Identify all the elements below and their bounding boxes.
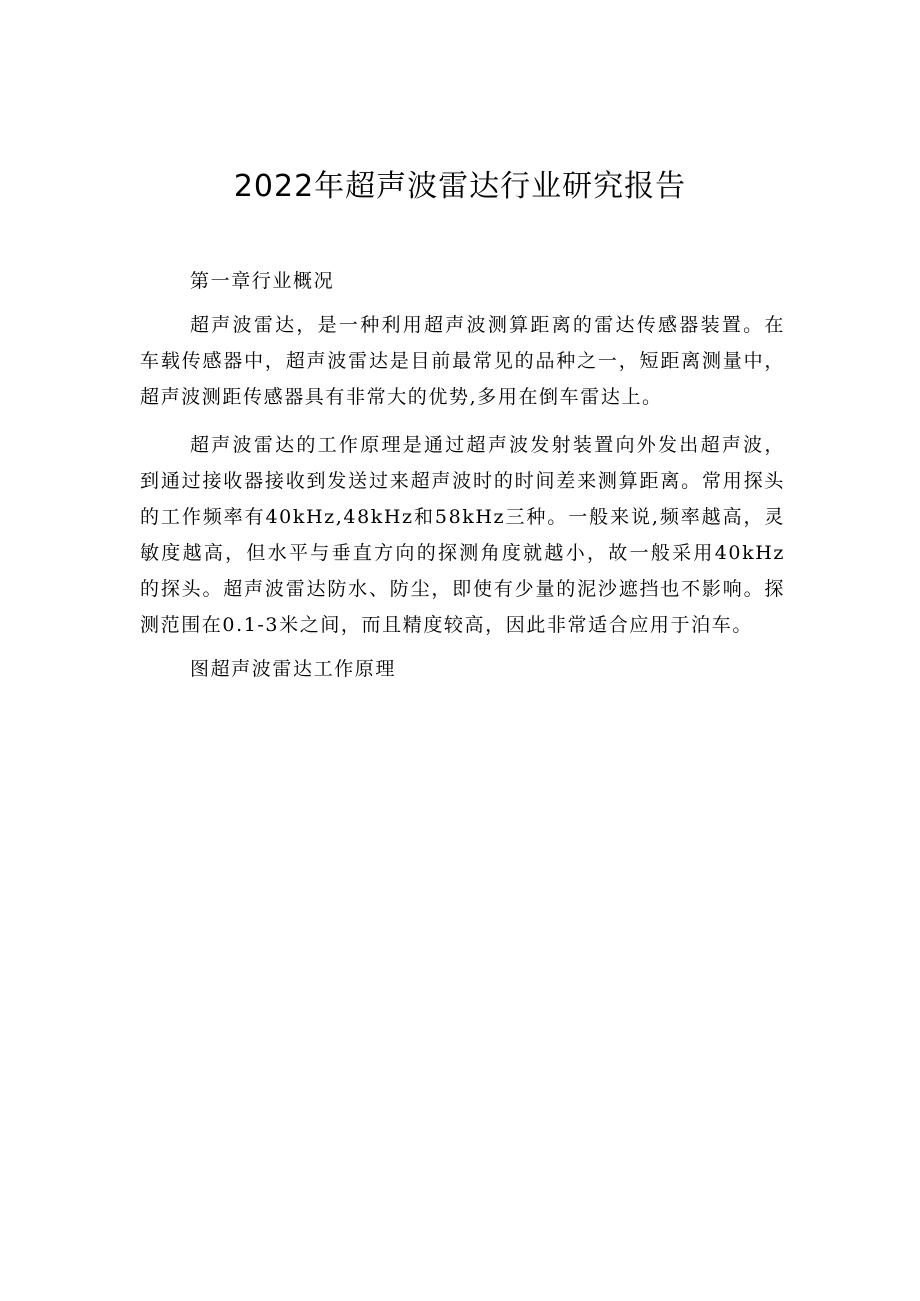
document-title: 2022年超声波雷达行业研究报告	[233, 169, 687, 204]
paragraph-working-principle: 超声波雷达的工作原理是通过超声波发射装置向外发出超声波，到通过接收器接收到发送过来超声波时的时间差来测算距离。常用探头的工作频率有40kHz,48kHz和58kHz三种。一般来说,频率越高，灵敏度越高，但水平与垂直方向的探测角度就越小，故一般采用40kHz的探头。超声波雷达防水、防尘，即使有少量的泥沙遮挡也不影响。探测范围在0.1-3米之间，而且精度较高，因此非常适合应用于泊车。	[140, 434, 785, 636]
paragraph-definition: 超声波雷达，是一种利用超声波测算距离的雷达传感器装置。在车载传感器中，超声波雷达是目前最常见的品种之一，短距离测量中，超声波测距传感器具有非常大的优势,多用在倒车雷达上。	[140, 314, 785, 408]
chapter-heading: 第一章行业概况	[190, 270, 335, 292]
document-body	[140, 263, 785, 687]
figure-caption: 图超声波雷达工作原理	[190, 658, 397, 680]
